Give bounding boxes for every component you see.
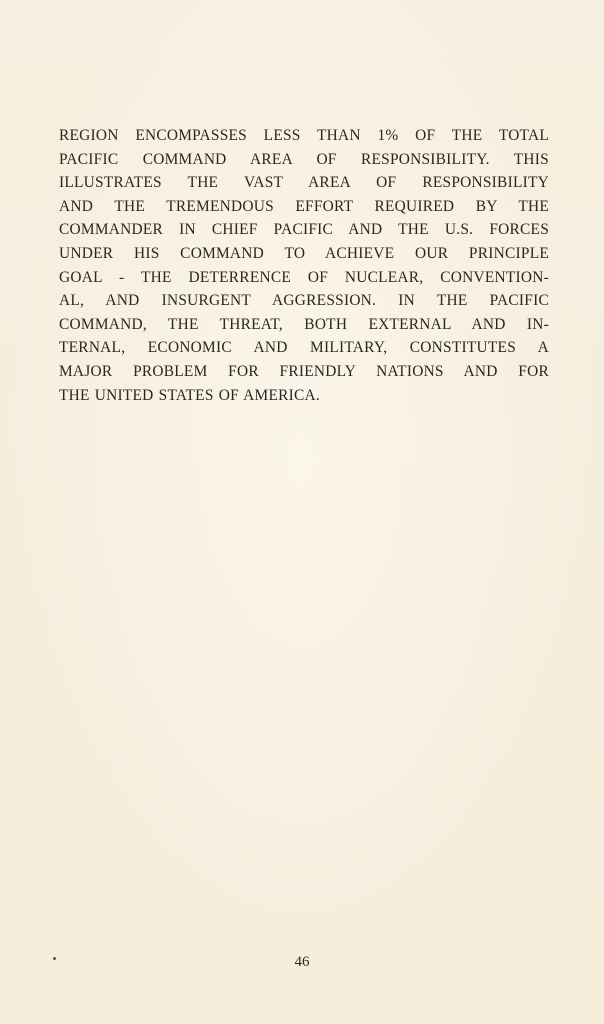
body-paragraph xyxy=(59,124,549,407)
text-line: REGION ENCOMPASSES LESS THAN 1% OF THE TOTAL xyxy=(59,127,549,144)
text-line: PACIFIC COMMAND AREA OF RESPONSIBILITY. THIS xyxy=(59,150,549,168)
text-line: COMMANDER IN CHIEF PACIFIC AND THE U.S. FORCES xyxy=(59,221,549,239)
text-line: MAJOR PROBLEM FOR FRIENDLY NATIONS AND FOR xyxy=(59,362,549,380)
page-number: 46 xyxy=(294,954,310,970)
text-line: AND THE TREMENDOUS EFFORT REQUIRED BY THE xyxy=(59,197,549,215)
text-line: GOAL - THE DETERRENCE OF NUCLEAR, CONVENTION- xyxy=(59,268,549,286)
text-line: THE UNITED STATES OF AMERICA. xyxy=(59,386,320,404)
text-line: TERNAL, ECONOMIC AND MILITARY, CONSTITUTES A xyxy=(59,339,549,357)
text-line: COMMAND, THE THREAT, BOTH EXTERNAL AND IN- xyxy=(59,315,549,333)
text-line: UNDER HIS COMMAND TO ACHIEVE OUR PRINCIPLE xyxy=(59,244,549,262)
text-line: AL, AND INSURGENT AGGRESSION. IN THE PACIFIC xyxy=(59,292,549,310)
text-line: ILLUSTRATES THE VAST AREA OF RESPONSIBILITY xyxy=(59,174,549,192)
